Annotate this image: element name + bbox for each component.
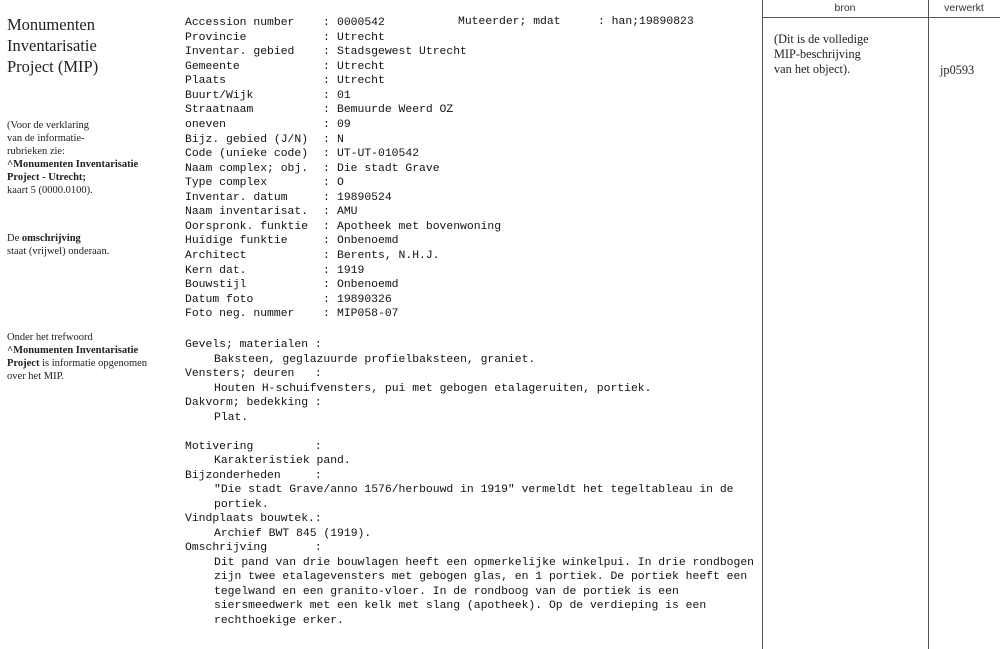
field-label: Provincie (185, 31, 247, 44)
field-label: Plaats (185, 75, 227, 88)
section-text: Baksteen, geglazuurde profielbaksteen, graniet. (214, 353, 536, 366)
field-row: Accession number : 0000542 (185, 17, 385, 29)
field-label: oneven (185, 118, 227, 131)
field-row: Plaats : Utrecht (185, 75, 385, 88)
section-label: Vindplaats bouwtek.: (185, 513, 322, 525)
field-row: Bijz. gebied (J/N) : N (185, 133, 344, 146)
description-section (185, 440, 755, 469)
field-value: Utrecht (337, 60, 385, 73)
field-value: Onbenoemd (337, 235, 399, 248)
field-value: 19890326 (337, 293, 392, 306)
section-label: Vensters; deuren : (185, 368, 322, 380)
field-row: Huidige funktie : Onbenoemd (185, 235, 399, 248)
section-text: Plat. (214, 411, 249, 424)
field-value: MIP058-07 (337, 308, 399, 321)
field-value: Berents, N.H.J. (337, 250, 440, 262)
field-row: Bouwstijl : Onbenoemd (185, 279, 399, 292)
field-value: Utrecht (337, 75, 385, 88)
field-label: Naam complex; obj. (185, 162, 309, 175)
description-sections (185, 338, 755, 628)
mip-title: Monumenten Inventarisatie Project (MIP) (7, 15, 99, 76)
field-row: Architect : Berents, N.H.J. (185, 250, 440, 262)
field-label: Oorspronk. funktie (185, 220, 309, 233)
description-section (185, 396, 755, 425)
field-value: UT-UT-010542 (337, 148, 420, 161)
field-value: Apotheek met bovenwoning (337, 220, 502, 233)
note-trefwoord: Onder het trefwoord ^Monumenten Inventarisatie Project is informatie opgenomen over het MIP. (7, 332, 148, 382)
field-label: Type complex (185, 177, 268, 190)
muteerder-value: han;19890823 (611, 16, 694, 28)
field-row: Naam inventarisat. : AMU (185, 206, 358, 219)
field-label: Code (unieke code) (185, 148, 309, 161)
field-row: Provincie : Utrecht (185, 31, 385, 44)
muteerder-line: Muteerder; mdat : han;19890823 (458, 16, 694, 28)
section-text: "Die stadt Grave/anno 1576/herbouwd in 1919" vermeldt het tegeltableau in de portiek. (214, 484, 734, 511)
field-label: Straatnaam (185, 104, 254, 117)
note-omschrijving: De omschrijving staat (vrijwel) onderaan. (7, 233, 110, 257)
field-label: Accession number (185, 17, 295, 29)
field-label: Inventar. datum (185, 191, 288, 204)
column-divider-left (762, 0, 763, 649)
section-label: Omschrijving : (185, 542, 322, 554)
field-label: Datum foto (185, 293, 254, 306)
field-value: Bemuurde Weerd OZ (337, 104, 454, 117)
left-info-column (7, 14, 167, 382)
verwerkt-value: jp0593 (940, 63, 975, 77)
record-main (185, 16, 755, 627)
description-section (185, 367, 755, 396)
field-value: 0000542 (337, 17, 385, 29)
description-section (185, 469, 755, 513)
bron-header: bron (834, 2, 856, 14)
field-label: Bouwstijl (185, 279, 247, 292)
field-row: Datum foto : 19890326 (185, 293, 392, 306)
field-row: Inventar. gebied : Stadsgewest Utrecht (185, 46, 467, 59)
field-value: 1919 (337, 264, 365, 277)
field-value: 19890524 (337, 191, 392, 204)
muteerder-label: Muteerder; mdat (458, 16, 561, 28)
section-text: Archief BWT 845 (1919). (214, 527, 372, 540)
field-value: 01 (337, 89, 351, 102)
field-row: Oorspronk. funktie : Apotheek met bovenwoning (185, 220, 502, 233)
section-label: Gevels; materialen : (185, 339, 322, 351)
description-section (185, 541, 755, 628)
field-value: Utrecht (337, 31, 385, 44)
section-text: Karakteristiek pand. (214, 455, 351, 467)
field-label: Bijz. gebied (J/N) (185, 133, 309, 146)
field-row: Code (unieke code) : UT-UT-010542 (185, 148, 420, 161)
field-value: Die stadt Grave (337, 162, 440, 175)
bron-text: (Dit is de volledige MIP-beschrijving van het object). (774, 32, 869, 76)
field-row: Inventar. datum : 19890524 (185, 191, 392, 204)
header-rule (762, 17, 1000, 18)
field-row: Gemeente : Utrecht (185, 60, 385, 73)
field-label: Huidige funktie (185, 235, 288, 248)
field-label: Buurt/Wijk (185, 89, 254, 102)
field-value: 09 (337, 118, 351, 131)
field-label: Architect (185, 250, 247, 262)
field-value: Onbenoemd (337, 279, 399, 292)
verwerkt-header: verwerkt (944, 2, 984, 14)
field-row: Type complex : O (185, 177, 344, 190)
field-label: Gemeente (185, 60, 240, 73)
column-divider-right (928, 0, 929, 649)
field-row: Buurt/Wijk : 01 (185, 89, 351, 102)
field-list (185, 16, 755, 322)
field-row: Naam complex; obj. : Die stadt Grave (185, 162, 440, 175)
field-label: Inventar. gebied (185, 46, 295, 59)
field-row: oneven : 09 (185, 118, 351, 131)
field-row: Kern dat. : 1919 (185, 264, 365, 277)
field-row: Straatnaam : Bemuurde Weerd OZ (185, 104, 454, 117)
field-label: Kern dat. (185, 264, 247, 277)
field-value: AMU (337, 206, 358, 219)
field-row: Foto neg. nummer : MIP058-07 (185, 308, 399, 321)
field-label: Naam inventarisat. (185, 206, 309, 219)
section-label: Motivering : (185, 440, 322, 453)
section-label: Dakvorm; bedekking : (185, 397, 322, 409)
field-value: O (337, 177, 344, 190)
section-label: Bijzonderheden : (185, 469, 322, 482)
description-section (185, 512, 755, 541)
section-text: Dit pand van drie bouwlagen heeft een opmerkelijke winkelpui. In drie rondbogen zijn twee etalagevensters met gebogen glas, en 1 portiek. De portiek heeft een tegelwand en een granito-vloer. In de rondboog van de portiek is een siersmeedwerk met een kelk met slang (apotheek). Op de verdieping is een rechthoekige erker. (214, 556, 755, 627)
note-explanation: (Voor de verklaring van de informatie- rubrieken zie: ^Monumenten Inventarisatie Project - Utrecht; kaart 5 (0000.0100). (7, 120, 139, 196)
section-text: Houten H-schuifvensters, pui met gebogen etalageruiten, portiek. (214, 382, 652, 395)
field-value: N (337, 133, 344, 146)
field-label: Foto neg. nummer (185, 308, 295, 321)
description-section (185, 338, 755, 367)
field-value: Stadsgewest Utrecht (337, 46, 467, 59)
